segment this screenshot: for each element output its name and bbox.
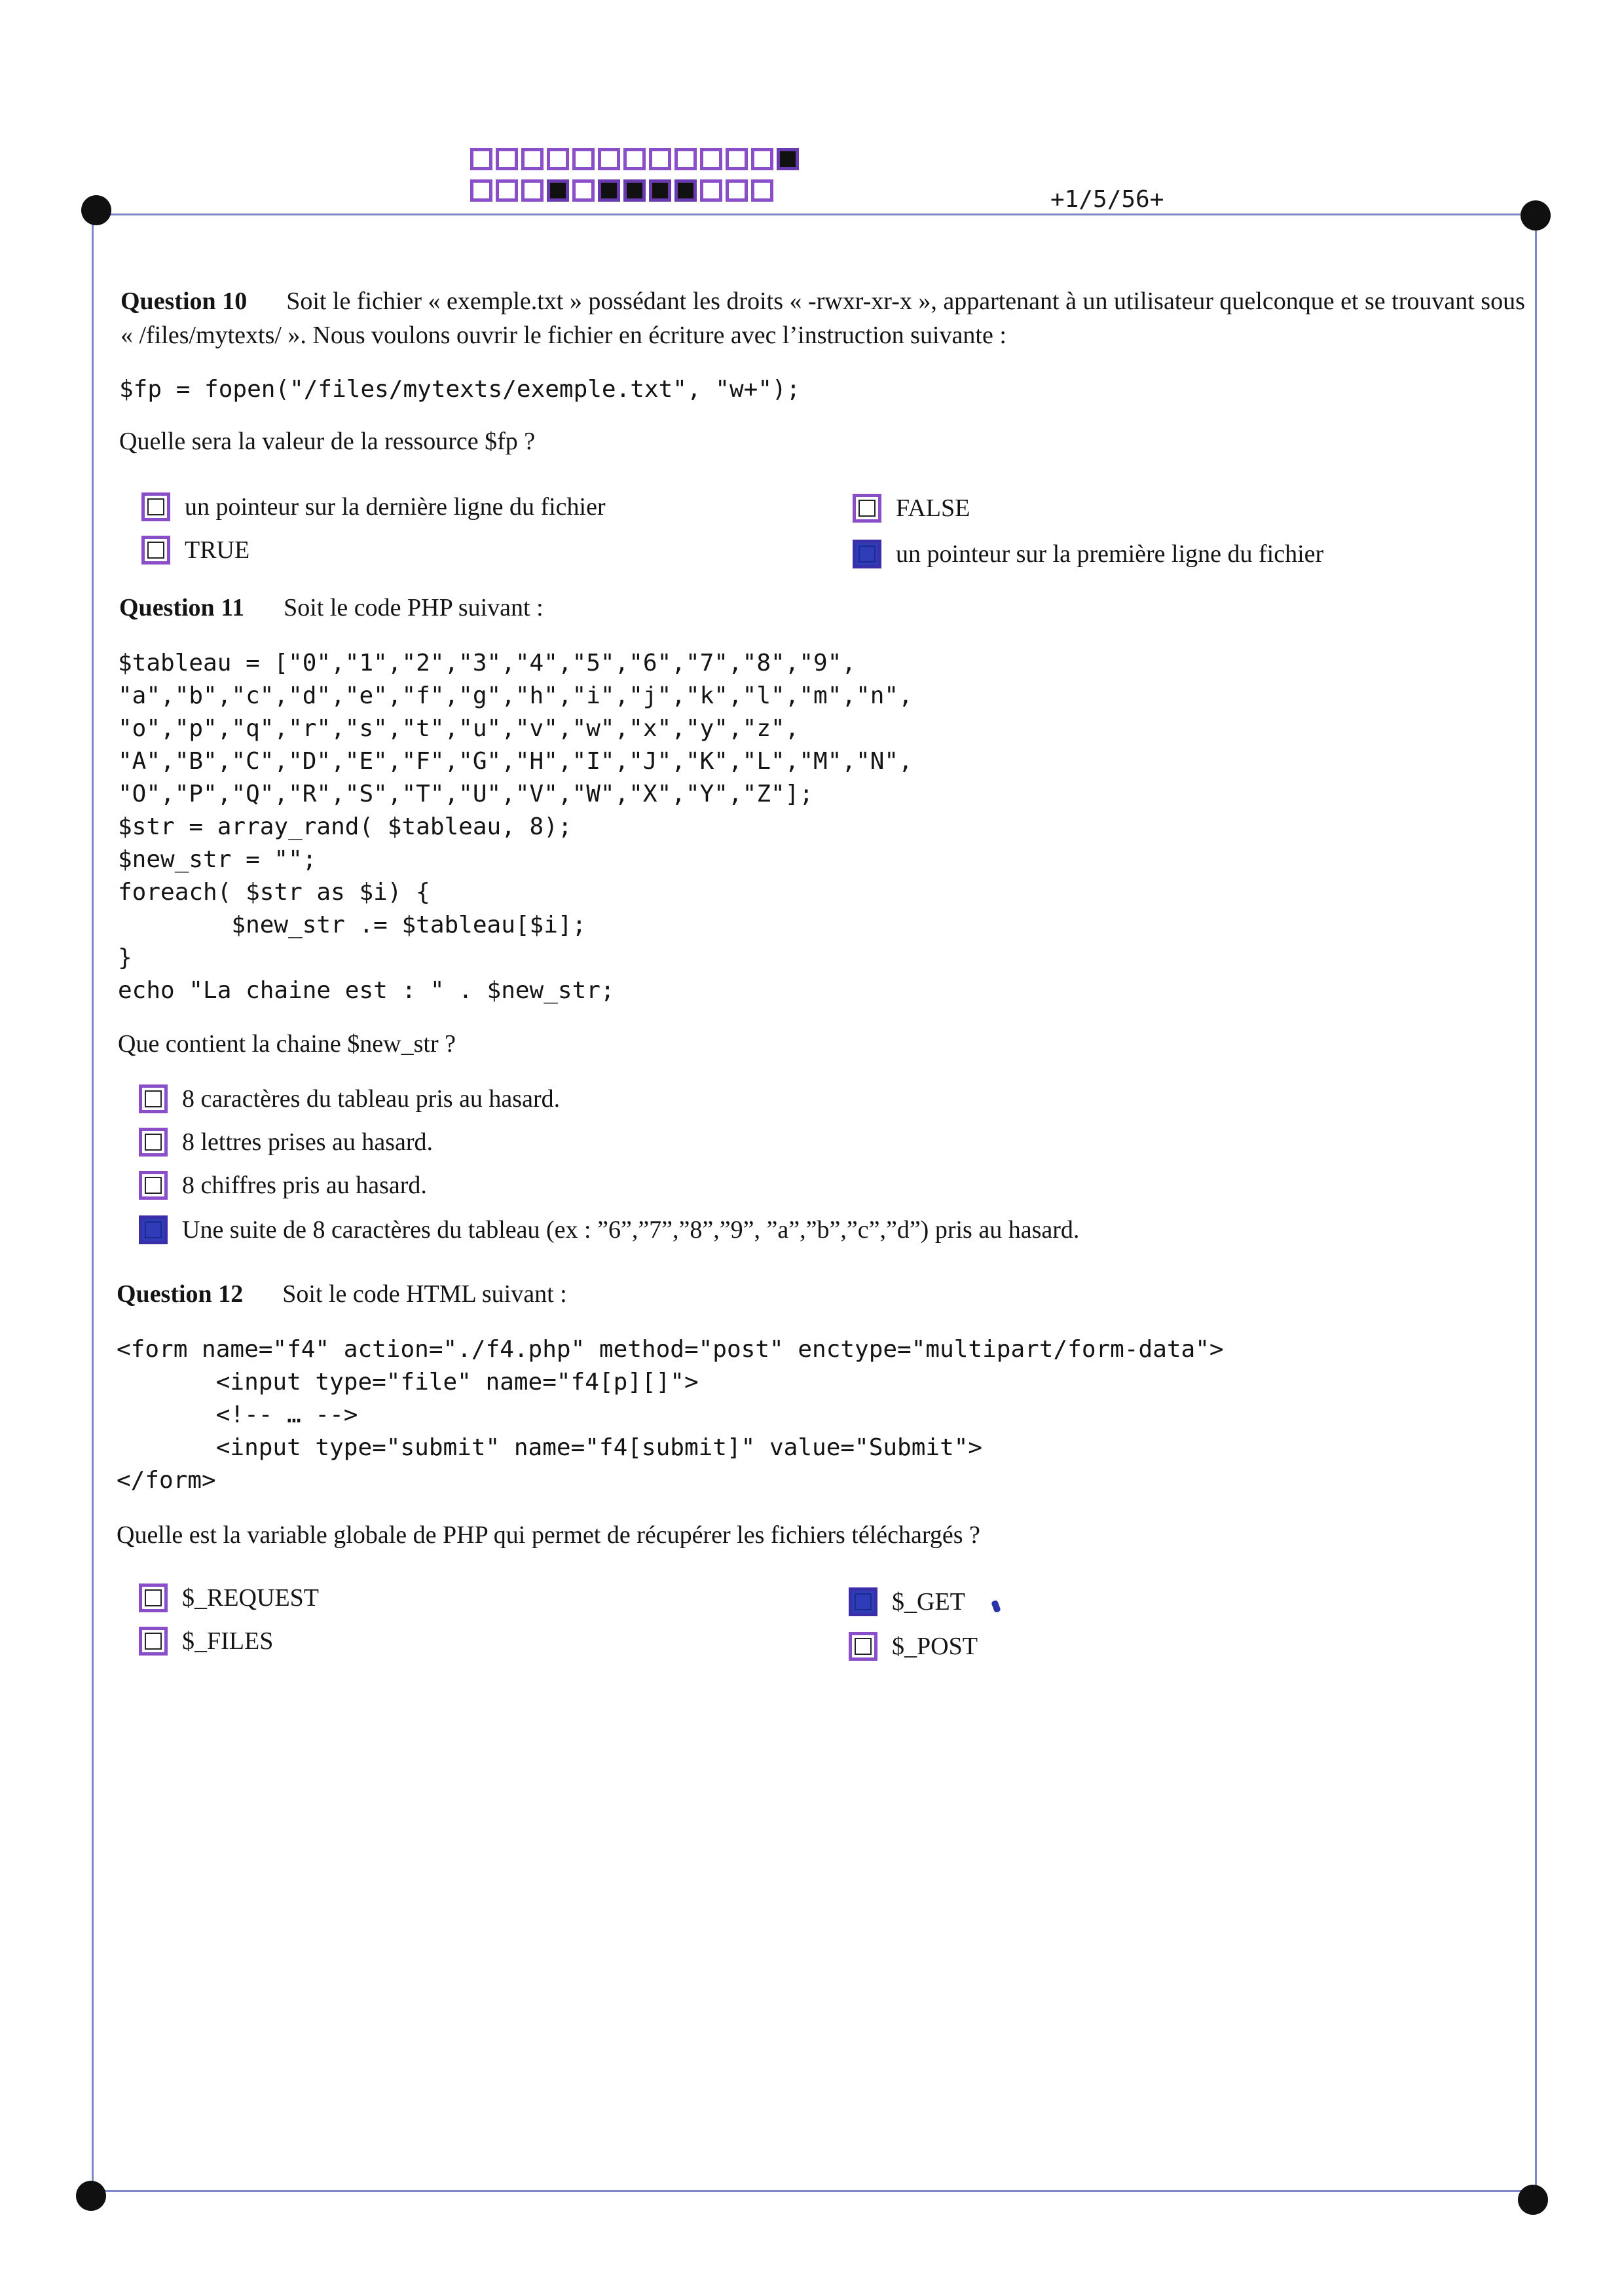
- checkbox[interactable]: [139, 1171, 168, 1200]
- choice-label: $_FILES: [182, 1627, 274, 1655]
- pen-stray-mark: [991, 1600, 1001, 1613]
- q10-choice-3[interactable]: [853, 489, 970, 528]
- choice-label: Une suite de 8 caractères du tableau (ex : ”6”,”7”,”8”,”9”, ”a”,”b”,”c”,”d”) pris au hasard.: [182, 1216, 1080, 1244]
- question-10-code: $fp = fopen("/files/mytexts/exemple.txt", "w+");: [119, 376, 801, 403]
- id-cell-empty: [674, 148, 697, 170]
- checkbox[interactable]: [853, 494, 881, 523]
- registration-mark-top-right: [1521, 200, 1551, 231]
- frame-left-line: [92, 213, 94, 2191]
- choice-label: 8 lettres prises au hasard.: [182, 1128, 434, 1156]
- id-cell-empty: [623, 148, 646, 170]
- q11-choice-4[interactable]: [139, 1210, 1079, 1250]
- q12-choice-2[interactable]: [139, 1621, 273, 1661]
- question-11-code: $tableau = ["0","1","2","3","4","5","6","7","8","9", "a","b","c","d","e","f","g","h","i","j","k","l","m","n", "o","p","q","r","s","t","u","v","w","x","y","z", "A","B","C","D","E","F","G","H","I","J","K","L","M","N", "O","P","Q","R","S","T","U","V","W","X","Y","Z"]; $str = array_rand( $tableau, 8); $new_str = ""; foreach( $str as $i) { $new_str .= $tableau[$i]; } echo "La chaine est : " . $new_str;: [118, 650, 913, 1004]
- id-cell-filled: [674, 179, 697, 202]
- q11-choice-1[interactable]: [139, 1079, 560, 1119]
- checkbox[interactable]: [139, 1084, 168, 1113]
- id-cell-empty: [700, 148, 722, 170]
- frame-right-line: [1535, 213, 1537, 2191]
- checkbox[interactable]: [139, 1128, 168, 1157]
- q12-choice-3[interactable]: [849, 1582, 965, 1621]
- id-cell-empty: [470, 179, 492, 202]
- id-cell-empty: [547, 148, 569, 170]
- frame-bottom-line: [90, 2190, 1535, 2192]
- choice-label: un pointeur sur la dernière ligne du fichier: [185, 493, 606, 521]
- question-11-prompt: Que contient la chaine $new_str ?: [118, 1030, 456, 1058]
- q11-choice-2[interactable]: [139, 1122, 433, 1162]
- id-cell-empty: [751, 148, 773, 170]
- checkbox[interactable]: [139, 1627, 168, 1656]
- q12-choice-1[interactable]: [139, 1578, 319, 1618]
- id-cell-empty: [751, 179, 773, 202]
- checkbox[interactable]: [139, 1583, 168, 1612]
- checkbox-checked[interactable]: [853, 540, 881, 568]
- choice-label: FALSE: [896, 494, 970, 522]
- checkbox-checked[interactable]: [849, 1587, 877, 1616]
- id-cell-filled: [623, 179, 646, 202]
- id-cell-empty: [496, 148, 518, 170]
- id-cell-empty: [521, 179, 544, 202]
- choice-label: $_REQUEST: [182, 1584, 319, 1612]
- id-cell-empty: [572, 179, 595, 202]
- question-10-label: Question 10: [120, 287, 248, 315]
- id-cell-empty: [649, 148, 671, 170]
- id-cell-filled: [547, 179, 569, 202]
- q12-choice-4[interactable]: [849, 1627, 978, 1666]
- question-12-prompt: Quelle est la variable globale de PHP qui permet de récupérer les fichiers téléchargés ?: [117, 1521, 980, 1549]
- registration-mark-top-left: [81, 195, 111, 225]
- question-11-statement: [119, 591, 1527, 625]
- choice-label: TRUE: [185, 536, 250, 564]
- id-cell-empty: [726, 148, 748, 170]
- q10-choice-1[interactable]: [141, 487, 606, 527]
- question-12-label: Question 12: [117, 1280, 244, 1308]
- question-10-prompt: Quelle sera la valeur de la ressource $fp ?: [119, 428, 536, 455]
- id-cell-empty: [726, 179, 748, 202]
- id-cell-empty: [572, 148, 595, 170]
- question-12-code: <form name="f4" action="./f4.php" method="post" enctype="multipart/form-data"> <input type="file" name="f4[p][]"> <!-- … --> <input type="submit" name="f4[submit]" value="Submit"> </form>: [117, 1336, 1224, 1494]
- id-cell-empty: [521, 148, 544, 170]
- checkbox-checked[interactable]: [139, 1215, 168, 1244]
- question-10-statement: [120, 284, 1528, 352]
- checkbox[interactable]: [849, 1632, 877, 1661]
- choice-label: $_GET: [892, 1588, 965, 1616]
- checkbox[interactable]: [141, 492, 170, 521]
- question-11-label: Question 11: [119, 594, 245, 621]
- question-11-text: Soit le code PHP suivant :: [284, 594, 544, 621]
- frame-top-line: [97, 213, 1535, 215]
- choice-label: $_POST: [892, 1633, 978, 1660]
- question-12-text: Soit le code HTML suivant :: [282, 1280, 567, 1308]
- q11-choice-3[interactable]: [139, 1166, 427, 1205]
- question-12-statement: [117, 1277, 1524, 1311]
- page-identifier: +1/5/56+: [1050, 186, 1164, 213]
- checkbox[interactable]: [141, 536, 170, 565]
- id-cell-filled: [777, 148, 799, 170]
- id-code-row-2: [470, 179, 777, 202]
- id-code-row-1: [470, 148, 802, 170]
- q10-choice-2[interactable]: [141, 530, 249, 570]
- choice-label: 8 chiffres pris au hasard.: [182, 1172, 427, 1199]
- id-cell-empty: [700, 179, 722, 202]
- registration-mark-bottom-left: [76, 2181, 106, 2211]
- id-cell-empty: [470, 148, 492, 170]
- question-10-text: Soit le fichier « exemple.txt » possédant les droits « -rwxr-xr-x », appartenant à un utilisateur quelconque et se trouvant sous « /files/mytexts/ ». Nous voulons ouvrir le fichier en écriture avec l’instruction suivante :: [120, 287, 1525, 349]
- q10-choice-4[interactable]: [853, 534, 1323, 574]
- id-cell-filled: [598, 179, 620, 202]
- id-cell-filled: [649, 179, 671, 202]
- id-cell-empty: [598, 148, 620, 170]
- registration-mark-bottom-right: [1518, 2185, 1548, 2215]
- id-cell-empty: [496, 179, 518, 202]
- choice-label: 8 caractères du tableau pris au hasard.: [182, 1085, 561, 1113]
- choice-label: un pointeur sur la première ligne du fichier: [896, 540, 1324, 568]
